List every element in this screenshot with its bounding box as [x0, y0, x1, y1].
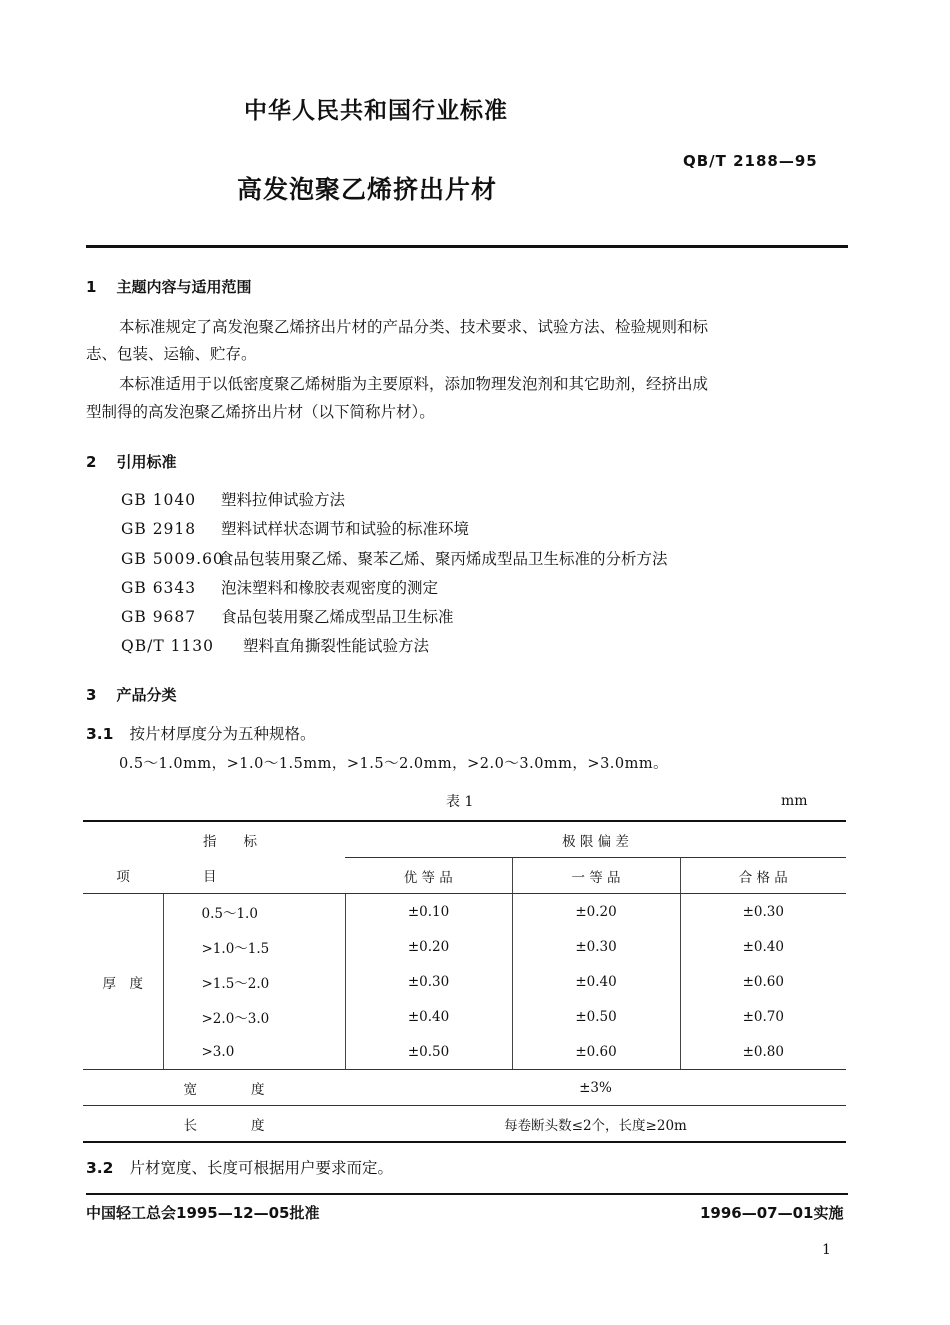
tolerance-first: ±0.30 — [512, 929, 680, 964]
table-row — [83, 964, 846, 999]
paragraph-line: 志、包装、运输、贮存。 — [86, 345, 257, 363]
table-row — [83, 1106, 846, 1143]
subsection-number: 3.1 — [86, 725, 114, 743]
standard-code: QB/T 2188—95 — [683, 152, 818, 170]
table-row — [83, 999, 846, 1034]
tolerance-premium: ±0.10 — [345, 894, 512, 930]
section-title: 主题内容与适用范围 — [116, 278, 252, 296]
footer-divider — [86, 1193, 848, 1195]
reference-code: GB 5009.60 — [121, 550, 224, 568]
header-divider — [86, 245, 848, 248]
thickness-range: >1.0～1.5 — [201, 940, 270, 957]
table-unit: mm — [781, 793, 808, 809]
header-item-bottom: 目 — [163, 858, 345, 894]
table-caption: 表 1 — [446, 794, 474, 810]
tolerance-qualified: ±0.60 — [680, 964, 846, 999]
width-label: 宽 度 — [83, 1070, 345, 1106]
subsection-number: 3.2 — [86, 1159, 114, 1177]
tolerance-first: ±0.20 — [512, 894, 680, 930]
header-limit-deviation: 极 限 偏 差 — [562, 833, 629, 850]
tolerance-premium: ±0.50 — [345, 1034, 512, 1070]
reference-title: 泡沫塑料和橡胶表观密度的测定 — [221, 579, 439, 597]
section-3-heading — [86, 684, 176, 705]
paragraph-line: 本标准适用于以低密度聚乙烯树脂为主要原料，添加物理发泡剂和其它助剂，经挤出成 — [119, 375, 709, 393]
tolerance-table — [83, 820, 846, 1143]
document-title: 高发泡聚乙烯挤出片材 — [237, 175, 498, 204]
reference-title: 塑料试样状态调节和试验的标准环境 — [221, 520, 470, 538]
reference-code: GB 1040 — [121, 491, 197, 509]
reference-item — [121, 517, 469, 539]
length-label: 长 度 — [183, 1117, 265, 1134]
reference-item — [121, 488, 345, 510]
header-grade-first: 一 等 品 — [512, 858, 680, 894]
reference-item — [121, 634, 429, 656]
header-grade-qualified: 合 格 品 — [680, 858, 846, 894]
reference-code: QB/T 1130 — [121, 637, 215, 655]
section-title: 引用标准 — [116, 453, 177, 471]
effective-date: 1996—07—01实施 — [700, 1204, 844, 1222]
tolerance-qualified: ±0.70 — [680, 999, 846, 1034]
table-header-row — [83, 821, 846, 858]
tolerance-qualified: ±0.30 — [680, 894, 846, 930]
subsection-3-1 — [86, 720, 315, 748]
reference-title: 塑料直角撕裂性能试验方法 — [243, 637, 430, 655]
header-item-left: 项 — [83, 858, 163, 894]
subsection-3-2 — [86, 1154, 393, 1182]
section-number: 3 — [86, 686, 97, 704]
table-row — [83, 1070, 846, 1106]
reference-title: 食品包装用聚乙烯成型品卫生标准 — [221, 608, 454, 626]
header-item-top: 指 标 — [203, 833, 257, 850]
section-1-heading — [86, 276, 251, 297]
paragraph-line: 本标准规定了高发泡聚乙烯挤出片材的产品分类、技术要求、试验方法、检验规则和标 — [119, 318, 709, 336]
section-2-heading — [86, 451, 176, 472]
thickness-label: 厚 度 — [83, 894, 163, 1070]
tolerance-qualified: ±0.80 — [680, 1034, 846, 1070]
thickness-range: 0.5～1.0 — [201, 905, 258, 922]
subsection-text: 片材宽度、长度可根据用户要求而定。 — [129, 1159, 393, 1177]
tolerance-qualified: ±0.40 — [680, 929, 846, 964]
table-header-row — [83, 858, 846, 894]
page-number: 1 — [822, 1242, 831, 1258]
section-number: 1 — [86, 278, 97, 296]
tolerance-first: ±0.50 — [512, 999, 680, 1034]
standard-org-heading: 中华人民共和国行业标准 — [244, 98, 508, 124]
width-tolerance: ±3% — [345, 1070, 846, 1106]
tolerance-first: ±0.60 — [512, 1034, 680, 1070]
thickness-range: >1.5～2.0 — [201, 975, 270, 992]
reference-title: 塑料拉伸试验方法 — [221, 491, 346, 509]
tolerance-premium: ±0.40 — [345, 999, 512, 1034]
reference-item — [121, 605, 454, 627]
tolerance-first: ±0.40 — [512, 964, 680, 999]
reference-code: GB 2918 — [121, 520, 197, 538]
table-row — [83, 894, 846, 930]
reference-item — [121, 547, 668, 569]
thickness-range: >2.0～3.0 — [201, 1010, 270, 1027]
section-title: 产品分类 — [116, 686, 177, 704]
reference-code: GB 6343 — [121, 579, 197, 597]
reference-code: GB 9687 — [121, 608, 197, 626]
table-row — [83, 1034, 846, 1070]
reference-item — [121, 576, 438, 598]
table-header-corner — [83, 821, 163, 858]
approval-date: 中国轻工总会1995—12—05批准 — [86, 1204, 320, 1222]
length-requirement: 每卷断头数≤2个，长度≥20m — [504, 1117, 687, 1134]
table-row — [83, 929, 846, 964]
tolerance-premium: ±0.20 — [345, 929, 512, 964]
paragraph-line: 型制得的高发泡聚乙烯挤出片材（以下简称片材）。 — [86, 403, 435, 421]
subsection-text: 按片材厚度分为五种规格。 — [129, 725, 316, 743]
header-grade-premium: 优 等 品 — [345, 858, 512, 894]
thickness-range: >3.0 — [163, 1034, 345, 1070]
thickness-spec-list: 0.5～1.0mm，>1.0～1.5mm，>1.5～2.0mm，>2.0～3.0mm，>3.0mm。 — [119, 756, 669, 772]
reference-title: 食品包装用聚乙烯、聚苯乙烯、聚丙烯成型品卫生标准的分析方法 — [218, 550, 668, 568]
tolerance-premium: ±0.30 — [345, 964, 512, 999]
section-number: 2 — [86, 453, 97, 471]
